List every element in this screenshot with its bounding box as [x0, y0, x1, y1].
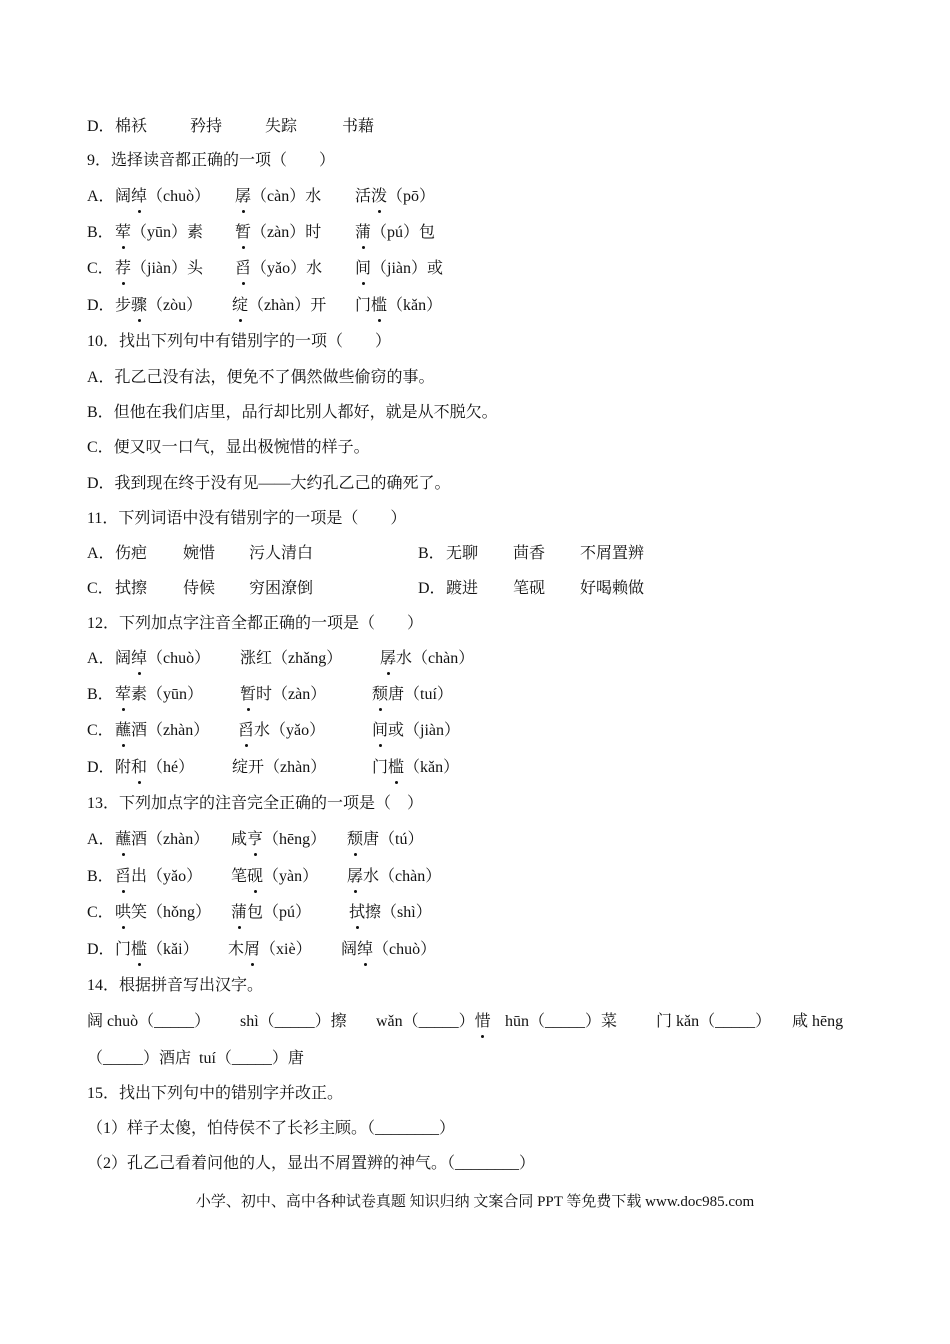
text-segment: （jiàn）头: [131, 260, 204, 277]
text-segment: 9．选择读音都正确的一项（ ）: [87, 152, 336, 169]
text-segment: 活: [355, 188, 372, 205]
text-segment: 15．找出下列句中的错别字并改正。: [87, 1085, 344, 1102]
text-segment: 穷困潦倒: [249, 580, 314, 597]
text-cell: [115, 258, 203, 280]
text-segment: （kǎn）: [387, 297, 443, 314]
text-cell: [265, 116, 297, 138]
emphasized-char: 亨: [247, 829, 263, 851]
text-segment: （xiè）: [260, 941, 312, 958]
text-cell: [228, 939, 312, 961]
text-segment: 或（jiàn）: [388, 722, 461, 739]
text-segment: 好喝赖做: [580, 580, 645, 597]
text-segment: 笑（hǒng）: [131, 904, 212, 921]
text-segment: 阔: [115, 650, 132, 667]
text-segment: C．便又叹一口气，显出极惋惜的样子。: [87, 439, 370, 456]
text-cell: [115, 684, 203, 706]
text-segment: （kǎi）: [147, 941, 199, 958]
text-segment: 污人清白: [249, 545, 314, 562]
emphasized-char: 荐: [115, 258, 131, 280]
text-segment: 矜持: [190, 118, 223, 135]
text-cell: [87, 437, 370, 459]
text-cell: [580, 543, 644, 565]
text-segment: （1）样子太傻，怕侍侯不了长衫主顾。（________）: [87, 1120, 456, 1137]
text-cell: [355, 258, 443, 280]
emphasized-char: 间: [372, 720, 388, 742]
emphasized-char: 孱: [235, 186, 251, 208]
text-segment: A．: [87, 188, 115, 205]
text-cell: [380, 648, 474, 670]
text-segment: shì（_____）擦: [240, 1013, 347, 1030]
text-segment: （yàn）: [263, 868, 319, 885]
emphasized-char: 暂: [240, 684, 256, 706]
text-segment: 门: [355, 297, 372, 314]
text-cell: [115, 829, 209, 851]
text-segment: 茴香: [513, 545, 546, 562]
emphasized-char: 荤: [115, 222, 131, 244]
text-segment: 涨红（zhǎng）: [240, 650, 343, 667]
emphasized-char: 绰: [131, 186, 147, 208]
text-cell: [231, 829, 326, 851]
emphasized-char: 槛: [371, 295, 387, 317]
text-cell: [87, 1118, 455, 1140]
text-segment: 侍候: [183, 580, 216, 597]
text-segment: 书藉: [342, 118, 375, 135]
text-segment: 附: [115, 759, 132, 776]
text-cell: [446, 543, 478, 565]
text-segment: 出（yǎo）: [131, 868, 203, 885]
emphasized-char: 孱: [347, 866, 363, 888]
emphasized-char: 荤: [115, 684, 131, 706]
footer-text: 小学、初中、高中各种试卷真题 知识归纳 文案合同 PPT 等免费下载 www.doc985.com: [195, 1194, 755, 1210]
text-segment: C．: [87, 722, 114, 739]
emphasized-char: 惜: [475, 1011, 491, 1033]
text-cell: [513, 578, 545, 600]
text-segment: 笔砚: [513, 580, 546, 597]
text-cell: [87, 1048, 304, 1070]
emphasized-char: 绽: [232, 295, 248, 317]
text-segment: B．: [87, 868, 114, 885]
text-segment: 唐（tuí）: [388, 686, 453, 703]
text-segment: D．我到现在终于没有见——大约孔乙己的确死了。: [87, 475, 451, 492]
emphasized-char: 蒲: [355, 222, 371, 244]
text-cell: [115, 902, 211, 924]
text-cell: [183, 578, 215, 600]
emphasized-char: 暂: [235, 222, 251, 244]
text-cell: [115, 295, 202, 317]
text-cell: [87, 543, 115, 565]
text-cell: [231, 902, 311, 924]
text-segment: 12．下列加点字注音全都正确的一项是（ ）: [87, 615, 424, 632]
text-segment: D．: [418, 580, 446, 597]
text-cell: [235, 222, 321, 244]
text-segment: （yǎo）水: [251, 260, 323, 277]
text-cell: [87, 1011, 210, 1033]
emphasized-char: 绰: [131, 648, 147, 670]
text-cell: [513, 543, 545, 565]
text-segment: 水（chàn）: [363, 868, 442, 885]
text-cell: [87, 222, 114, 244]
text-segment: D．: [87, 941, 115, 958]
emphasized-char: 槛: [131, 939, 147, 961]
text-cell: [249, 578, 313, 600]
text-cell: [87, 720, 114, 742]
text-cell: [87, 116, 115, 138]
text-cell: [235, 258, 322, 280]
text-cell: [87, 1153, 535, 1175]
text-cell: [505, 1011, 617, 1033]
text-cell: [115, 116, 147, 138]
text-segment: （zòu）: [147, 297, 203, 314]
text-cell: [376, 1011, 491, 1033]
text-segment: A．: [87, 545, 115, 562]
emphasized-char: 骤: [131, 295, 147, 317]
text-segment: （kǎn）: [404, 759, 460, 776]
emphasized-char: 绰: [357, 939, 373, 961]
text-segment: B．: [87, 224, 114, 241]
emphasized-char: 舀: [238, 720, 254, 742]
text-cell: [87, 793, 423, 815]
text-segment: 门: [372, 759, 389, 776]
text-segment: C．: [87, 260, 114, 277]
text-segment: 拭擦: [115, 580, 148, 597]
text-cell: [87, 939, 115, 961]
emphasized-char: 蘸: [115, 720, 131, 742]
text-segment: （chuò）: [147, 650, 211, 667]
text-cell: [792, 1011, 843, 1033]
text-cell: [372, 684, 453, 706]
text-segment: （chuò）: [373, 941, 437, 958]
text-cell: [115, 543, 147, 565]
emphasized-char: 蒲: [231, 902, 247, 924]
emphasized-char: 颓: [347, 829, 363, 851]
text-segment: B．但他在我们店里，品行却比别人都好，就是从不脱欠。: [87, 404, 498, 421]
text-cell: [87, 975, 263, 997]
emphasized-char: 颓: [372, 684, 388, 706]
text-cell: [347, 829, 423, 851]
text-cell: [115, 222, 203, 244]
text-segment: 咸 hēng: [792, 1013, 844, 1030]
emphasized-char: 砚: [247, 866, 263, 888]
text-cell: [87, 866, 114, 888]
text-cell: [235, 186, 321, 208]
text-cell: [87, 367, 435, 389]
text-segment: D．: [87, 759, 115, 776]
text-segment: 阔: [115, 188, 132, 205]
text-segment: D．: [87, 297, 115, 314]
text-segment: A．: [87, 831, 115, 848]
text-cell: [115, 866, 202, 888]
text-segment: 酒（zhàn）: [131, 831, 210, 848]
text-segment: 咸: [231, 831, 248, 848]
text-cell: [232, 757, 326, 779]
text-segment: 踱进: [446, 580, 479, 597]
text-segment: 10．找出下列句中有错别字的一项（ ）: [87, 333, 392, 350]
emphasized-char: 舀: [115, 866, 131, 888]
text-segment: 步: [115, 297, 132, 314]
text-cell: [446, 578, 478, 600]
text-segment: A．孔乙己没有法，便免不了偶然做些偷窃的事。: [87, 369, 435, 386]
text-segment: （càn）水: [251, 188, 322, 205]
emphasized-char: 和: [131, 757, 147, 779]
text-cell: [418, 578, 446, 600]
text-segment: 素（yūn）: [131, 686, 204, 703]
text-segment: （jiàn）或: [371, 260, 444, 277]
text-cell: [347, 866, 441, 888]
text-segment: 伤疤: [115, 545, 148, 562]
text-cell: [342, 116, 374, 138]
text-cell: [87, 508, 406, 530]
text-segment: 13．下列加点字的注音完全正确的一项是（ ）: [87, 795, 424, 812]
text-segment: 绽开（zhàn）: [232, 759, 327, 776]
text-segment: （hé）: [147, 759, 195, 776]
text-segment: C．: [87, 904, 114, 921]
text-cell: [115, 939, 199, 961]
text-segment: 时（zàn）: [256, 686, 327, 703]
text-segment: B．: [418, 545, 445, 562]
text-cell: [87, 295, 115, 317]
emphasized-char: 间: [355, 258, 371, 280]
text-segment: 阔: [341, 941, 358, 958]
emphasized-char: 泼: [371, 186, 387, 208]
text-cell: [87, 402, 498, 424]
text-segment: 不屑置辨: [580, 545, 645, 562]
text-cell: [115, 720, 209, 742]
text-segment: 包（pú）: [247, 904, 312, 921]
text-cell: [115, 648, 210, 670]
emphasized-char: 哄: [115, 902, 131, 924]
text-cell: [372, 720, 460, 742]
text-cell: [87, 1083, 343, 1105]
text-segment: 失踪: [265, 118, 298, 135]
text-cell: [355, 295, 442, 317]
emphasized-char: 舀: [235, 258, 251, 280]
text-cell: [115, 578, 147, 600]
text-cell: [115, 757, 194, 779]
text-segment: 14．根据拼音写出汉字。: [87, 977, 264, 994]
text-cell: [87, 578, 114, 600]
text-segment: （yūn）素: [131, 224, 204, 241]
text-segment: （zhàn）开: [248, 297, 327, 314]
text-segment: （_____）酒店 tuí（_____）唐: [87, 1050, 304, 1067]
text-cell: [341, 939, 436, 961]
text-segment: A．: [87, 650, 115, 667]
text-segment: （chuò）: [147, 188, 211, 205]
text-segment: （zàn）时: [251, 224, 322, 241]
text-cell: [183, 543, 215, 565]
text-segment: （pō）: [387, 188, 436, 205]
text-cell: [87, 186, 115, 208]
text-segment: C．: [87, 580, 114, 597]
text-cell: [580, 578, 644, 600]
text-cell: [349, 902, 432, 924]
text-cell: [238, 720, 325, 742]
text-cell: [372, 757, 459, 779]
text-segment: 水（yǎo）: [254, 722, 326, 739]
text-segment: D．: [87, 118, 115, 135]
text-cell: [87, 150, 335, 172]
text-segment: wǎn（_____）: [376, 1013, 475, 1030]
text-cell: [87, 648, 115, 670]
emphasized-char: 蘸: [115, 829, 131, 851]
text-segment: 擦（shì）: [365, 904, 432, 921]
emphasized-char: 孱: [380, 648, 396, 670]
text-segment: （pú）包: [371, 224, 436, 241]
text-segment: 木: [228, 941, 245, 958]
text-cell: [232, 295, 326, 317]
emphasized-char: 屑: [244, 939, 260, 961]
text-cell: [87, 473, 451, 495]
text-cell: [355, 222, 435, 244]
text-segment: hūn（_____）菜: [505, 1013, 618, 1030]
text-segment: 门: [115, 941, 132, 958]
text-cell: [190, 116, 222, 138]
text-cell: [87, 613, 423, 635]
text-segment: 婉惜: [183, 545, 216, 562]
text-cell: [240, 1011, 347, 1033]
text-segment: 阔 chuò（_____）: [87, 1013, 211, 1030]
emphasized-char: 拭: [349, 902, 365, 924]
emphasized-char: 槛: [388, 757, 404, 779]
text-segment: B．: [87, 686, 114, 703]
text-segment: 水（chàn）: [396, 650, 475, 667]
text-segment: 11．下列词语中没有错别字的一项是（ ）: [87, 510, 407, 527]
text-segment: 无聊: [446, 545, 479, 562]
text-cell: [115, 186, 210, 208]
text-cell: [87, 258, 114, 280]
text-cell: [656, 1011, 771, 1033]
text-segment: （2）孔乙己看着问他的人，显出不屑置辨的神气。（________）: [87, 1155, 536, 1172]
text-cell: [87, 331, 391, 353]
text-segment: 门 kǎn（_____）: [656, 1013, 772, 1030]
text-cell: [231, 866, 318, 888]
text-cell: [240, 684, 326, 706]
text-segment: 棉袄: [115, 118, 148, 135]
text-cell: [87, 829, 115, 851]
text-cell: [87, 684, 114, 706]
text-cell: [87, 757, 115, 779]
text-cell: [249, 543, 313, 565]
text-cell: [418, 543, 445, 565]
text-segment: 酒（zhàn）: [131, 722, 210, 739]
text-segment: 唐（tú）: [363, 831, 424, 848]
text-cell: [87, 902, 114, 924]
text-cell: [240, 648, 342, 670]
text-segment: （hēng）: [263, 831, 327, 848]
text-segment: 笔: [231, 868, 248, 885]
text-cell: [355, 186, 435, 208]
